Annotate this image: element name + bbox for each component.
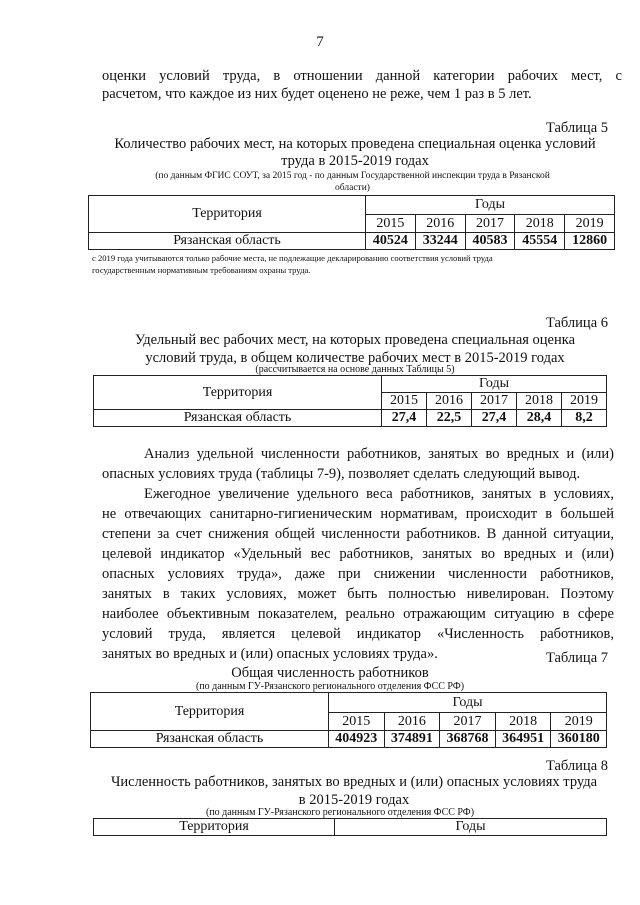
table5-year: 2018 [515,215,565,233]
table5-header-territory: Территория [89,196,366,233]
table8-title-line-1: Численность работников, занятых во вредных и (или) опасных условиях труда [110,774,598,790]
table6-value: 22,5 [427,410,472,427]
table6-year: 2019 [562,393,607,410]
table7-value: 368768 [440,731,496,748]
table5-year: 2016 [415,215,465,233]
table6-value: 28,4 [517,410,562,427]
table5-row-label: Рязанская область [89,233,366,250]
page-number: 7 [316,34,324,50]
table5-footnote-line-1: с 2019 года учитываются только рабочие места, не подлежащие декларированию соответствия условий труда [92,253,493,263]
table6-year: 2016 [427,393,472,410]
intro-line-1: оценки условий труда, в отношении данной категории рабочих мест, с [102,68,622,84]
table8-title-line-2: в 2015-2019 годах [298,792,410,808]
table5-title-line-2: труда в 2015-2019 годах [281,153,429,169]
table5-value: 40583 [465,233,515,250]
table7-title: Общая численность работников [231,665,429,681]
analysis-paragraph-2 [102,484,614,664]
analysis-p2-line-8: условий труда, является целевой индикатор «Численность работников, [102,626,614,642]
analysis-p2-line-2: не отвечающих санитарно-гигиеническим нормативам, происходит в большей [102,506,614,522]
table5-value: 40524 [366,233,416,250]
table5 [88,195,615,250]
table7-value: 360180 [551,731,607,748]
table7-value: 404923 [329,731,385,748]
table7-value: 364951 [495,731,551,748]
table6-title-line-1: Удельный вес рабочих мест, на которых проведена специальная оценка [134,332,576,348]
table7-year: 2015 [329,713,385,731]
analysis-paragraph-1 [102,444,614,484]
table8-header-years: Годы [335,819,607,836]
table6 [93,375,607,427]
table6-label: Таблица 6 [545,315,608,331]
table5-year: 2015 [366,215,416,233]
table7-row-label: Рязанская область [91,731,329,748]
analysis-p2-line-1: Ежегодное увеличение удельного веса работников, занятых в условиях, [144,486,614,502]
table8-label: Таблица 8 [545,758,608,774]
table7-value: 374891 [384,731,440,748]
table6-year: 2018 [517,393,562,410]
analysis-p1-line-1: Анализ удельной численности работников, занятых во вредных и (или) [144,446,614,462]
table7-year: 2019 [551,713,607,731]
analysis-p1-line-2: опасных условиях труда (таблицы 7-9), позволяет сделать следующий вывод. [102,466,581,482]
table7-source: (по данным ГУ-Рязанского регионального отделения ФСС РФ) [195,681,465,692]
analysis-p2-line-3: степени за счет снижения общей численности работников. В данной ситуации, [102,526,614,542]
table6-source: (рассчитывается на основе данных Таблицы 5) [255,364,455,375]
table8-header-territory: Территория [94,819,335,836]
table6-year: 2017 [472,393,517,410]
table6-title-line-2: условий труда, в общем количестве рабочих мест в 2015-2019 годах [145,350,565,366]
table7-label: Таблица 7 [545,650,608,666]
table6-row-label: Рязанская область [94,410,382,427]
analysis-p2-line-7: наиболее объективным показателем, реально отражающим ситуацию в сфере [102,606,614,622]
table7-year: 2018 [495,713,551,731]
table7-header-years: Годы [329,693,607,713]
table7 [90,692,607,748]
analysis-p2-line-9: занятых во вредных и (или) опасных условиях труда». [102,646,438,662]
table6-value: 27,4 [472,410,517,427]
table7-year: 2016 [384,713,440,731]
table6-header-years: Годы [382,376,607,393]
table7-header-territory: Территория [91,693,329,731]
table6-year: 2015 [382,393,427,410]
table5-title-line-1: Количество рабочих мест, на которых проведена специальная оценка условий [114,136,596,152]
table5-source-line-2: области) [335,183,370,193]
table5-footnote-line-2: государственным нормативным требованиям охраны труда. [92,265,311,275]
table5-year: 2019 [565,215,615,233]
table7-year: 2017 [440,713,496,731]
table6-value: 27,4 [382,410,427,427]
analysis-p2-line-6: занятых в таких условиях, может быть полностью нивелирован. Поэтому [102,586,614,602]
table6-value: 8,2 [562,410,607,427]
table8 [93,818,607,836]
table5-label: Таблица 5 [545,120,608,136]
table8-source: (по данным ГУ-Рязанского регионального отделения ФСС РФ) [205,807,475,818]
table5-year: 2017 [465,215,515,233]
table5-header-years: Годы [366,196,615,215]
table5-value: 33244 [415,233,465,250]
intro-line-2: расчетом, что каждое из них будет оценено не реже, чем 1 раз в 5 лет. [102,86,532,102]
table5-value: 45554 [515,233,565,250]
table5-value: 12860 [565,233,615,250]
analysis-p2-line-4: целевой индикатор «Удельный вес работников, занятых во вредных и (или) [102,546,614,562]
table6-header-territory: Территория [94,376,382,410]
table5-source-line-1: (по данным ФГИС СОУТ, за 2015 год - по данным Государственной инспекции труда в Рязанской [155,171,550,181]
analysis-p2-line-5: опасных условиях труда», даже при снижении численности работников, [102,566,614,582]
